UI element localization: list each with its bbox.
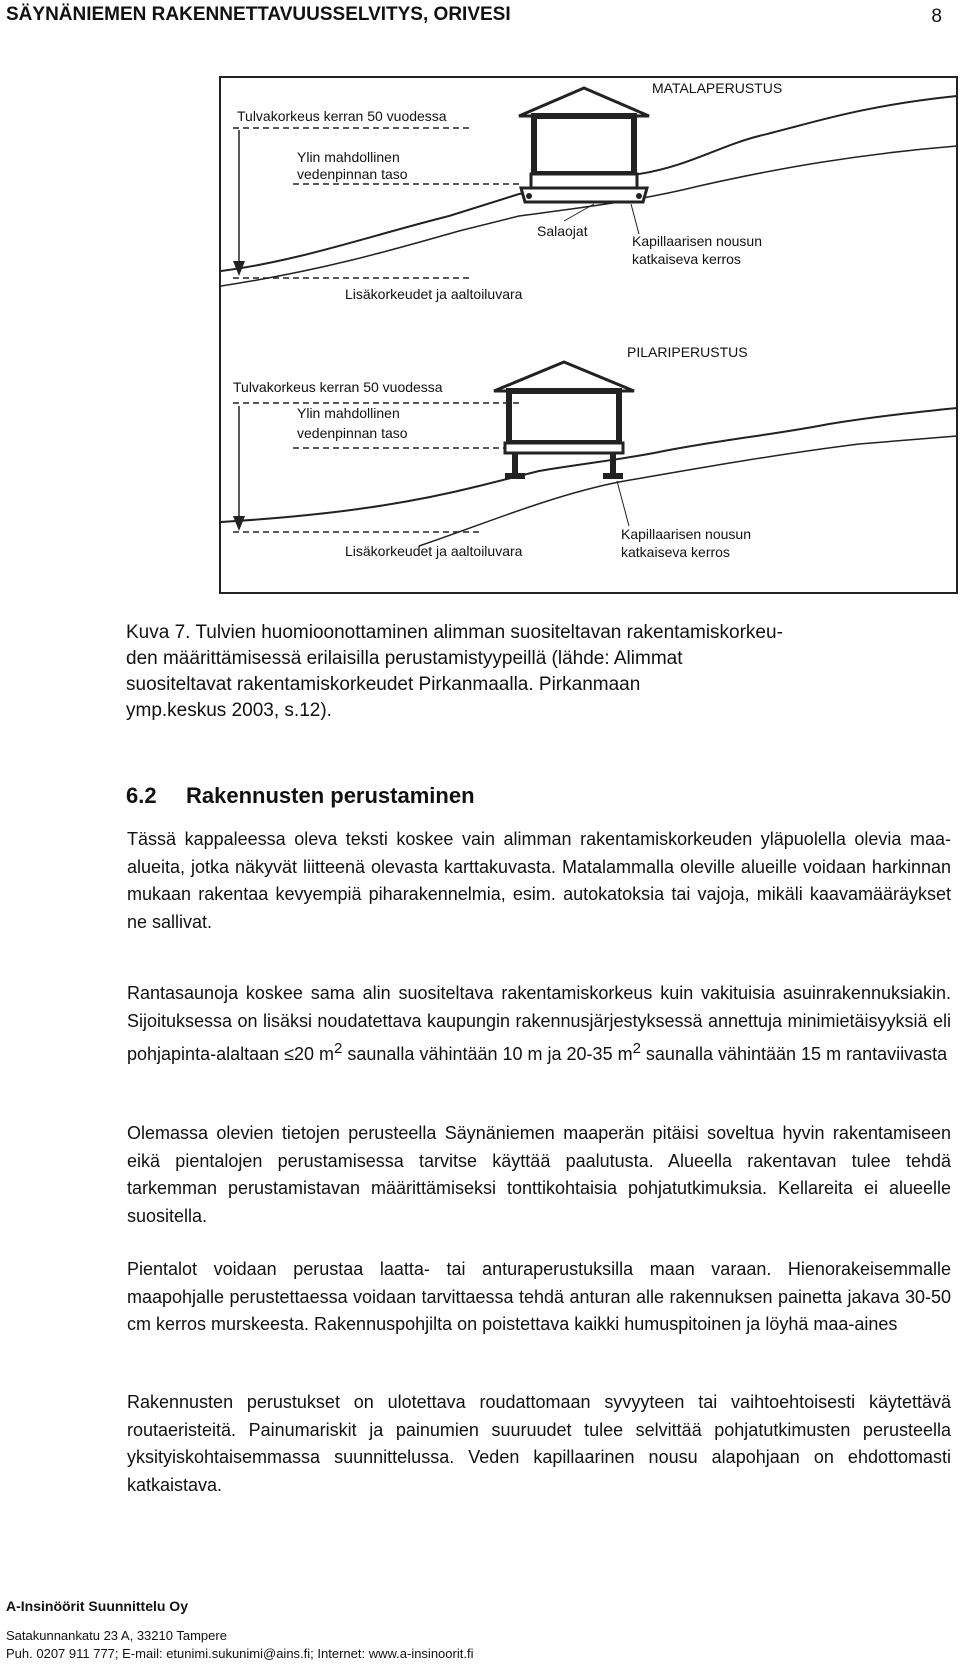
superscript-2: 2 <box>334 1040 343 1057</box>
bottom-flood-label: Tulvakorkeus kerran 50 vuodessa <box>233 379 443 395</box>
section-title: Rakennusten perustaminen <box>186 783 475 808</box>
top-capillary-label-2: katkaiseva kerros <box>632 251 741 267</box>
caption-line: den määrittämisessä erilaisilla perustamistyypeillä (lähde: Alimmat <box>126 648 683 669</box>
bottom-extra-label: Lisäkorkeudet ja aaltoiluvara <box>345 543 523 559</box>
document-header-title: SÄYNÄNIEMEN RAKENNETTAVUUSSELVITYS, ORIVESI <box>6 4 511 25</box>
top-extra-label: Lisäkorkeudet ja aaltoiluvara <box>345 286 523 302</box>
footer-company: A-Insinöörit Suunnittelu Oy <box>6 1598 188 1614</box>
foundation-diagram <box>219 76 960 596</box>
figure-caption <box>126 620 946 724</box>
top-maxwater-label-1: Ylin mahdollinen <box>297 149 400 165</box>
footer-contact-block <box>6 1627 473 1663</box>
superscript-2: 2 <box>632 1040 641 1057</box>
paragraph-saunas <box>127 980 951 1069</box>
paragraph-intro: Tässä kappaleessa oleva teksti koskee vain alimman rakentamiskorkeuden yläpuolella olevia maa-alueita, jotka näkyvät liitteenä olevasta karttakuvasta. Matalammalla oleville alueille voidaan harkinnan mukaan rakentaa kevyempiä piharakennelmia, esim. autokatoksia tai vajoja, mikäli kaavamääräykset ne sallivat. <box>127 829 951 932</box>
top-panel-title: MATALAPERUSTUS <box>652 80 783 96</box>
top-drain-label: Salaojat <box>537 223 588 239</box>
bottom-panel-title: PILARIPERUSTUS <box>627 344 748 360</box>
paragraph-saunas-a: Rantasaunoja koskee sama alin suositeltava rakentamiskorkeus kuin vakituisia asuinrakennuksiakin. Sijoituksessa on lisäksi noudatettava kaupungin rakennusjärjestyksessä annettuja minimietäisyyksiä eli pohjapinta-alaltaan <box>127 983 951 1064</box>
top-flood-label: Tulvakorkeus kerran 50 vuodessa <box>237 108 447 124</box>
caption-line: suositeltavat rakentamiskorkeudet Pirkanmaalla. Pirkanmaan <box>126 674 641 695</box>
caption-line: ymp.keskus 2003, s.12). <box>126 700 332 721</box>
section-number: 6.2 <box>126 783 157 808</box>
caption-line: Kuva 7. Tulvien huomioonottaminen alimman suositeltavan rakentamiskorkeu- <box>126 622 783 643</box>
bottom-maxwater-label-1: Ylin mahdollinen <box>297 405 400 421</box>
bottom-maxwater-label-2: vedenpinnan taso <box>297 425 408 441</box>
leq-symbol: ≤ <box>284 1044 295 1064</box>
paragraph-saunas-b: 20 m <box>294 1044 335 1064</box>
section-heading <box>126 782 475 810</box>
footer-address: Satakunnankatu 23 A, 33210 Tampere <box>6 1628 227 1643</box>
footer-contact: Puh. 0207 911 777; E-mail: etunimi.sukunimi@ains.fi; Internet: www.a-insinoorit.fi <box>6 1646 474 1661</box>
bottom-capillary-label-1: Kapillaarisen nousun <box>621 526 751 542</box>
top-capillary-label-1: Kapillaarisen nousun <box>632 233 762 249</box>
paragraph-saunas-c: saunalla vähintään 10 m ja 20-35 m <box>342 1044 633 1064</box>
top-maxwater-label-2: vedenpinnan taso <box>297 166 408 182</box>
paragraph-frost: Rakennusten perustukset on ulotettava roudattomaan syvyyteen tai vaihtoehtoisesti käytettävä routaeristeitä. Painumariskit ja painumien suuruudet tulee selvittää pohjatutkimusten perusteella yksityiskohtaisemmassa suunnittelussa. Veden kapillaarinen nousu alapohjaan on ehdottomasti katkaistava. <box>127 1392 951 1495</box>
paragraph-soil: Olemassa olevien tietojen perusteella Säynäniemen maaperän pitäisi soveltua hyvin rakentamiseen eikä pientalojen perustamisessa tarvitse käyttää paalutusta. Alueella rakentavan tulee tehdä tarkemman perustamistavan määrittämiseksi tonttikohtaisia pohjatutkimuksia. Kellareita ei alueelle suositella. <box>127 1123 951 1226</box>
page-number: 8 <box>931 6 942 27</box>
paragraph-foundations: Pientalot voidaan perustaa laatta- tai anturaperustuksilla maan varaan. Hienorakeisemmalle maapohjalle perustettaessa voidaan tarvittaessa tehdä anturan alle rakennuksen painetta jakava 30-50 cm kerros murskeesta. Rakennuspohjilta on poistettava kaikki humuspitoinen ja löyhä maa-aines <box>127 1259 951 1334</box>
bottom-capillary-label-2: katkaiseva kerros <box>621 544 730 560</box>
paragraph-saunas-d: saunalla vähintään 15 m rantaviivasta <box>640 1044 948 1064</box>
